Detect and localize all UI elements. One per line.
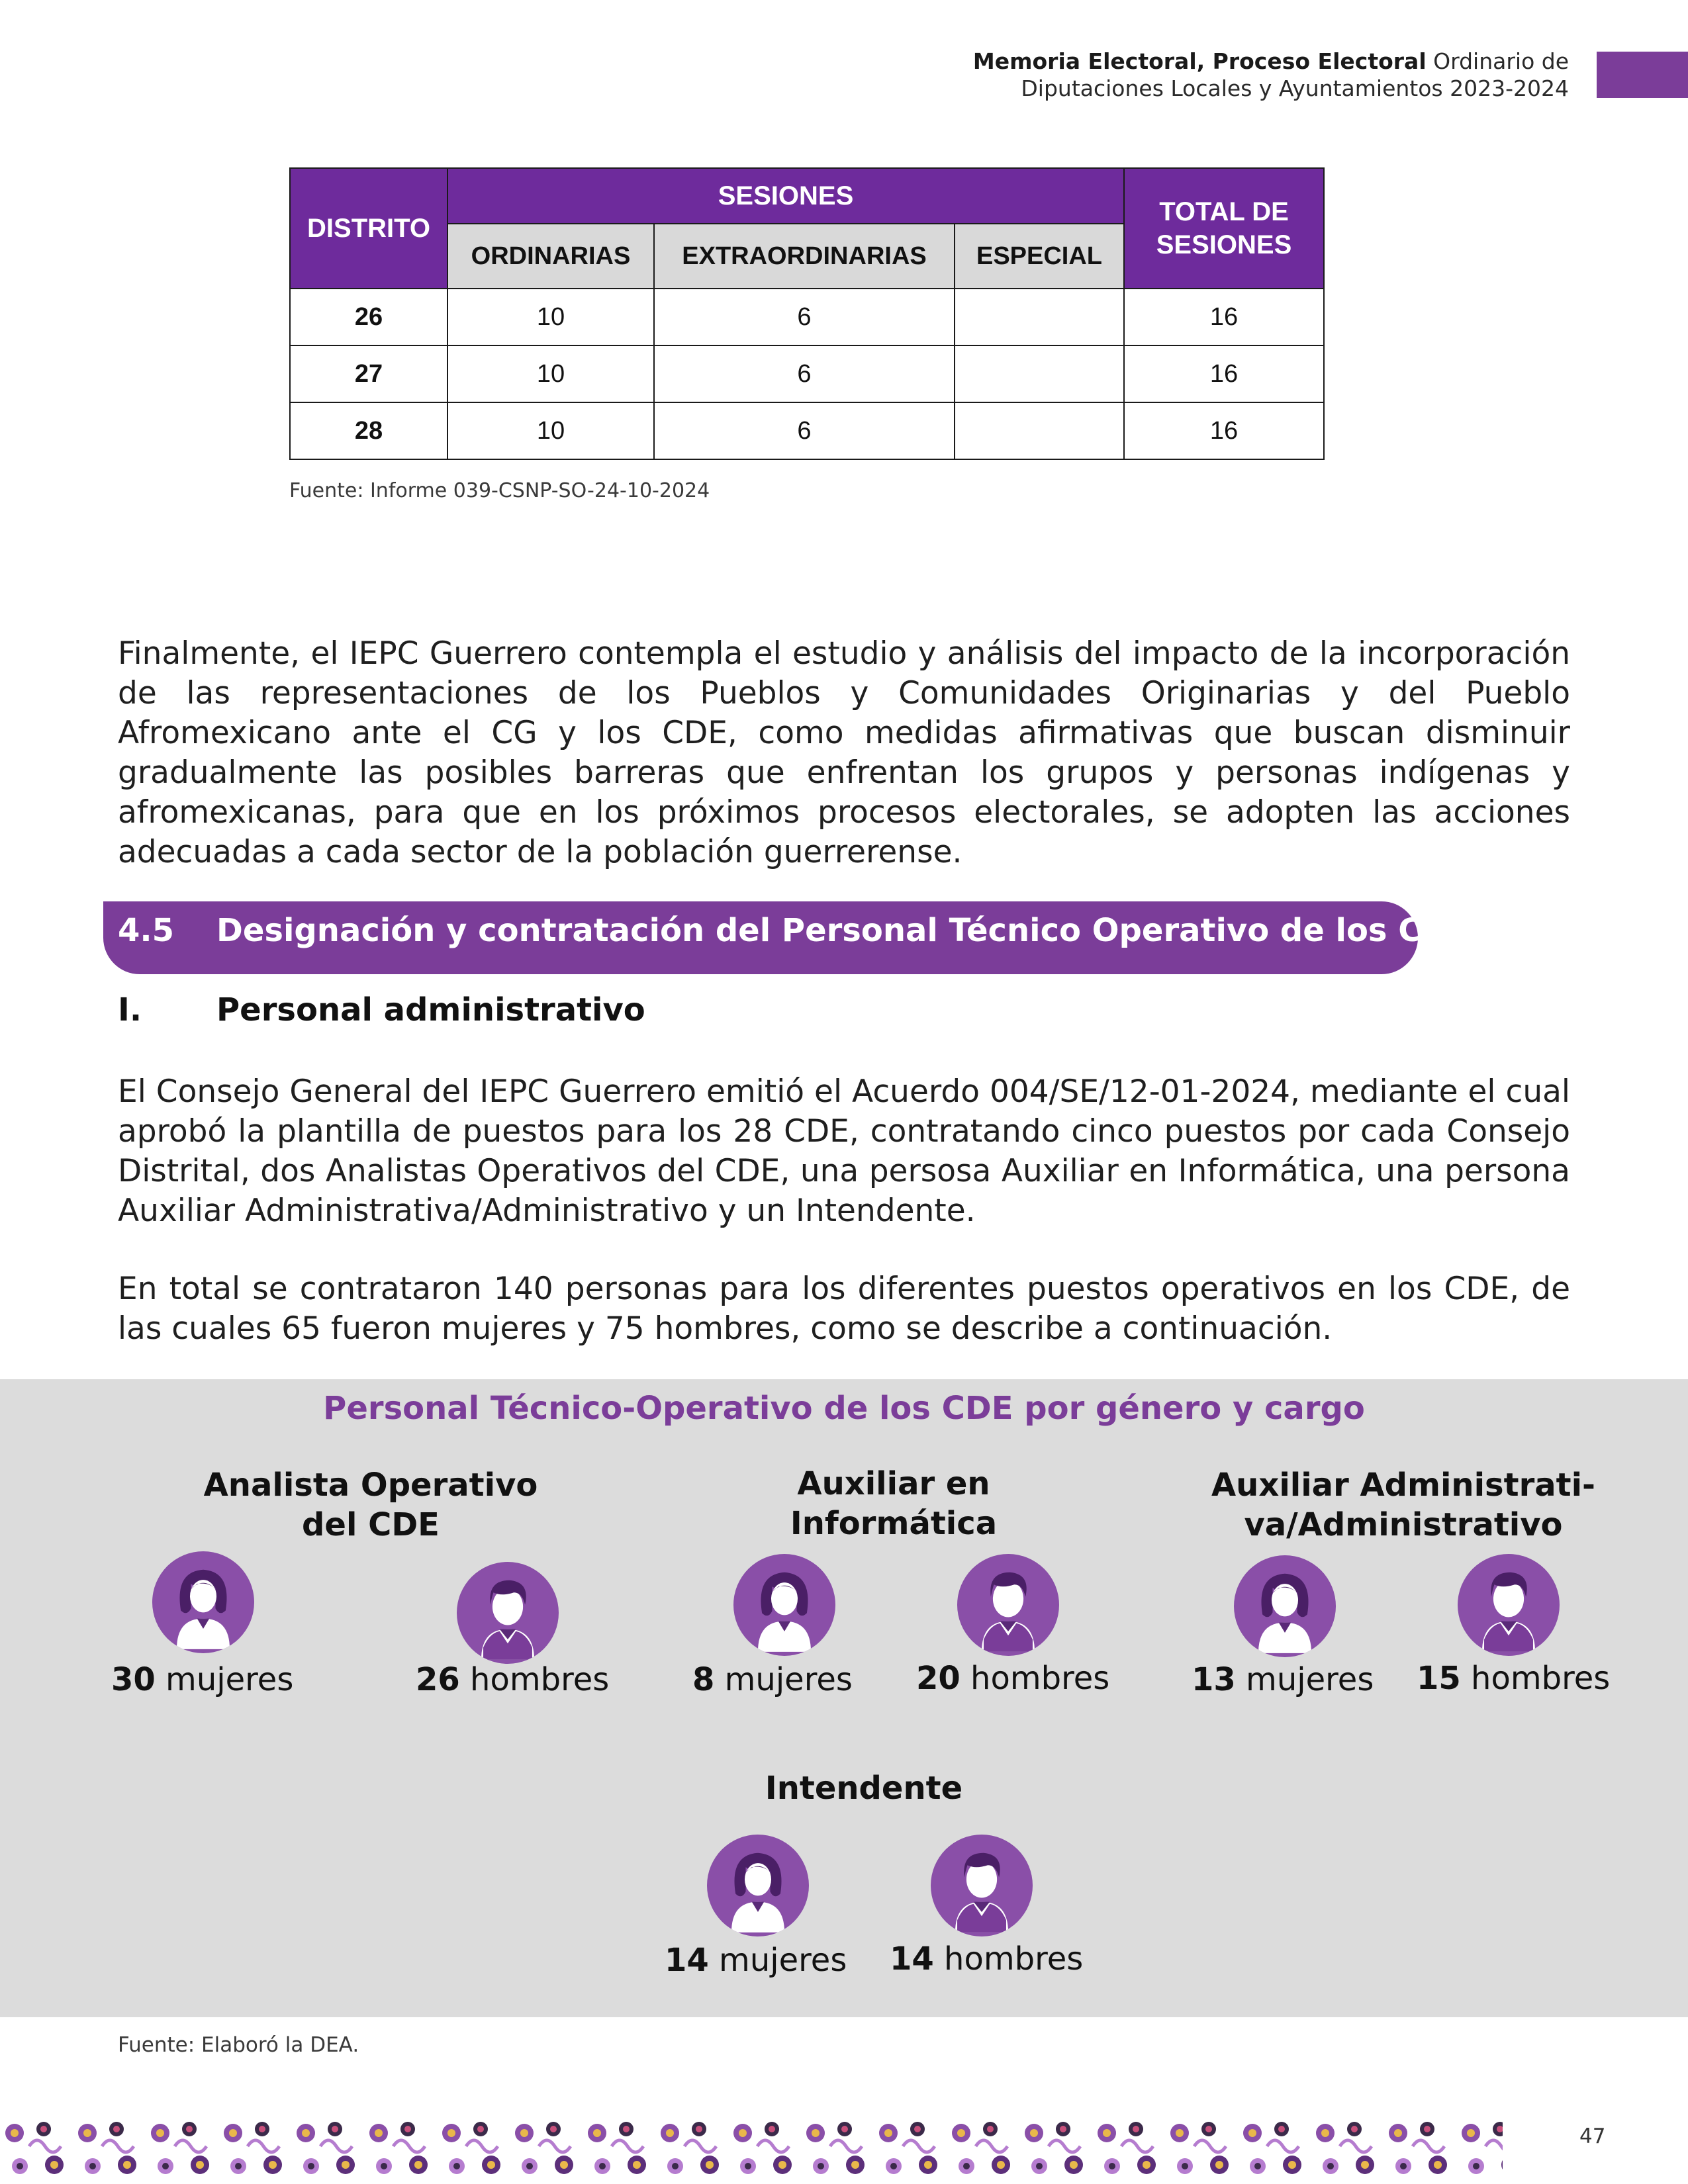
category-title-line1: Analista Operativo xyxy=(203,1467,538,1504)
category-title-line1: Intendente xyxy=(765,1770,963,1807)
mujeres-number: 13 xyxy=(1192,1661,1236,1698)
paragraph-closing-remarks: Finalmente, el IEPC Guerrero contempla el estudio y análisis del impacto de la incorporación de las representaciones de los Pueblos y Comunidades Originarias y del Pueblo Afromexicano ante el CG y los CDE, como medidas afirmativas que buscan disminuir gradualmente las posibles barreras que enfrentan los grupos y personas indígenas y afromexicanas, para que en los próximos procesos electorales, se adopten las acciones adecuadas a cada sector de la población guerrerense. xyxy=(118,635,1570,870)
cell-ordinarias: 10 xyxy=(447,345,654,402)
header-title-bold: Memoria Electoral, Proceso Electoral xyxy=(972,48,1427,74)
mujeres-label: mujeres xyxy=(708,1942,847,1979)
mujeres-label: mujeres xyxy=(1235,1661,1374,1698)
woman-avatar-icon xyxy=(707,1835,809,1936)
sessions-table xyxy=(289,167,1325,460)
mujeres-count xyxy=(665,1942,847,1979)
table-source-note: Fuente: Informe 039-CSNP-SO-24-10-2024 xyxy=(289,479,710,502)
cell-extraordinarias: 6 xyxy=(654,289,955,345)
category-title xyxy=(662,1768,1066,1808)
header-line2: Diputaciones Locales y Ayuntamientos 2023-2024 xyxy=(1021,75,1569,101)
cell-especial xyxy=(955,289,1124,345)
mujeres-label: mujeres xyxy=(155,1661,294,1698)
cell-total: 16 xyxy=(1124,402,1324,459)
section-title: Designación y contratación del Personal Técnico Operativo de los CDE xyxy=(216,912,1470,949)
hombres-label: hombres xyxy=(459,1661,610,1698)
man-avatar-icon xyxy=(957,1554,1059,1656)
hombres-number: 15 xyxy=(1417,1660,1461,1697)
cell-total: 16 xyxy=(1124,289,1324,345)
cell-especial xyxy=(955,402,1124,459)
category-title xyxy=(199,1465,543,1545)
man-avatar-icon xyxy=(457,1562,559,1664)
mujeres-label: mujeres xyxy=(714,1661,853,1698)
cell-distrito: 28 xyxy=(290,402,447,459)
header-extraordinarias: EXTRAORDINARIAS xyxy=(654,224,955,289)
page-number: 47 xyxy=(1579,2124,1606,2148)
hombres-label: hombres xyxy=(933,1940,1084,1978)
infographic-source-note: Fuente: Elaboró la DEA. xyxy=(118,2033,359,2057)
hombres-count xyxy=(416,1661,609,1698)
hombres-label: hombres xyxy=(1460,1660,1611,1697)
table-row xyxy=(290,345,1324,402)
table-row xyxy=(290,289,1324,345)
category-title xyxy=(722,1464,1066,1543)
hombres-count xyxy=(890,1940,1083,1978)
header-total xyxy=(1124,168,1324,289)
header-especial: ESPECIAL xyxy=(955,224,1124,289)
hombres-count xyxy=(1417,1660,1610,1697)
category-title xyxy=(1192,1465,1615,1545)
mujeres-count xyxy=(111,1661,293,1698)
subsection-number: I. xyxy=(118,991,142,1028)
header-color-tab xyxy=(1597,52,1688,98)
woman-avatar-icon xyxy=(152,1551,254,1653)
embroidery-border-decoration xyxy=(0,2108,1503,2184)
running-header xyxy=(973,48,1569,102)
mujeres-count xyxy=(1192,1661,1374,1698)
cell-especial xyxy=(955,345,1124,402)
woman-avatar-icon xyxy=(733,1554,835,1656)
mujeres-number: 8 xyxy=(692,1661,715,1698)
cell-ordinarias: 10 xyxy=(447,289,654,345)
mujeres-count xyxy=(692,1661,853,1698)
section-number: 4.5 xyxy=(118,912,175,949)
hombres-count xyxy=(916,1660,1109,1697)
header-ordinarias: ORDINARIAS xyxy=(447,224,654,289)
header-distrito: DISTRITO xyxy=(290,168,447,289)
header-total-line2: SESIONES xyxy=(1156,230,1292,259)
woman-avatar-icon xyxy=(1234,1555,1336,1657)
category-title-line2: del CDE xyxy=(302,1506,440,1543)
hombres-number: 20 xyxy=(916,1660,961,1697)
cell-distrito: 26 xyxy=(290,289,447,345)
cell-extraordinarias: 6 xyxy=(654,345,955,402)
cell-total: 16 xyxy=(1124,345,1324,402)
header-total-line1: TOTAL DE xyxy=(1159,197,1289,226)
hombres-label: hombres xyxy=(960,1660,1110,1697)
category-title-line2: va/Administrativo xyxy=(1244,1506,1563,1543)
man-avatar-icon xyxy=(931,1835,1033,1936)
cell-extraordinarias: 6 xyxy=(654,402,955,459)
paragraph-consejo-general: El Consejo General del IEPC Guerrero emitió el Acuerdo 004/SE/12-01-2024, mediante el cual aprobó la plantilla de puestos para los 28 CDE, contratando cinco puestos por cada Consejo Distrital, dos Analistas Operativos del CDE, una persosa Auxiliar en Informática, una persona Auxiliar Administrativa/Administrativo y un Intendente. xyxy=(118,1073,1570,1229)
hombres-number: 14 xyxy=(890,1940,934,1978)
category-title-line1: Auxiliar en xyxy=(797,1465,990,1502)
header-title-rest: Ordinario de xyxy=(1426,48,1569,74)
mujeres-number: 30 xyxy=(111,1661,156,1698)
paragraph-total-contratados: En total se contrataron 140 personas para los diferentes puestos operativos en los CDE, de las cuales 65 fueron mujeres y 75 hombres, como se describe a continuación. xyxy=(118,1271,1570,1347)
mujeres-number: 14 xyxy=(665,1942,709,1979)
hombres-number: 26 xyxy=(416,1661,460,1698)
subsection-title: Personal administrativo xyxy=(216,991,645,1028)
category-title-line2: Informática xyxy=(790,1505,998,1542)
man-avatar-icon xyxy=(1458,1554,1560,1656)
cell-ordinarias: 10 xyxy=(447,402,654,459)
table-row xyxy=(290,402,1324,459)
infographic-title: Personal Técnico-Operativo de los CDE por género y cargo xyxy=(323,1390,1365,1427)
cell-distrito: 27 xyxy=(290,345,447,402)
header-sesiones: SESIONES xyxy=(447,168,1124,224)
category-title-line1: Auxiliar Administrati- xyxy=(1211,1467,1595,1504)
